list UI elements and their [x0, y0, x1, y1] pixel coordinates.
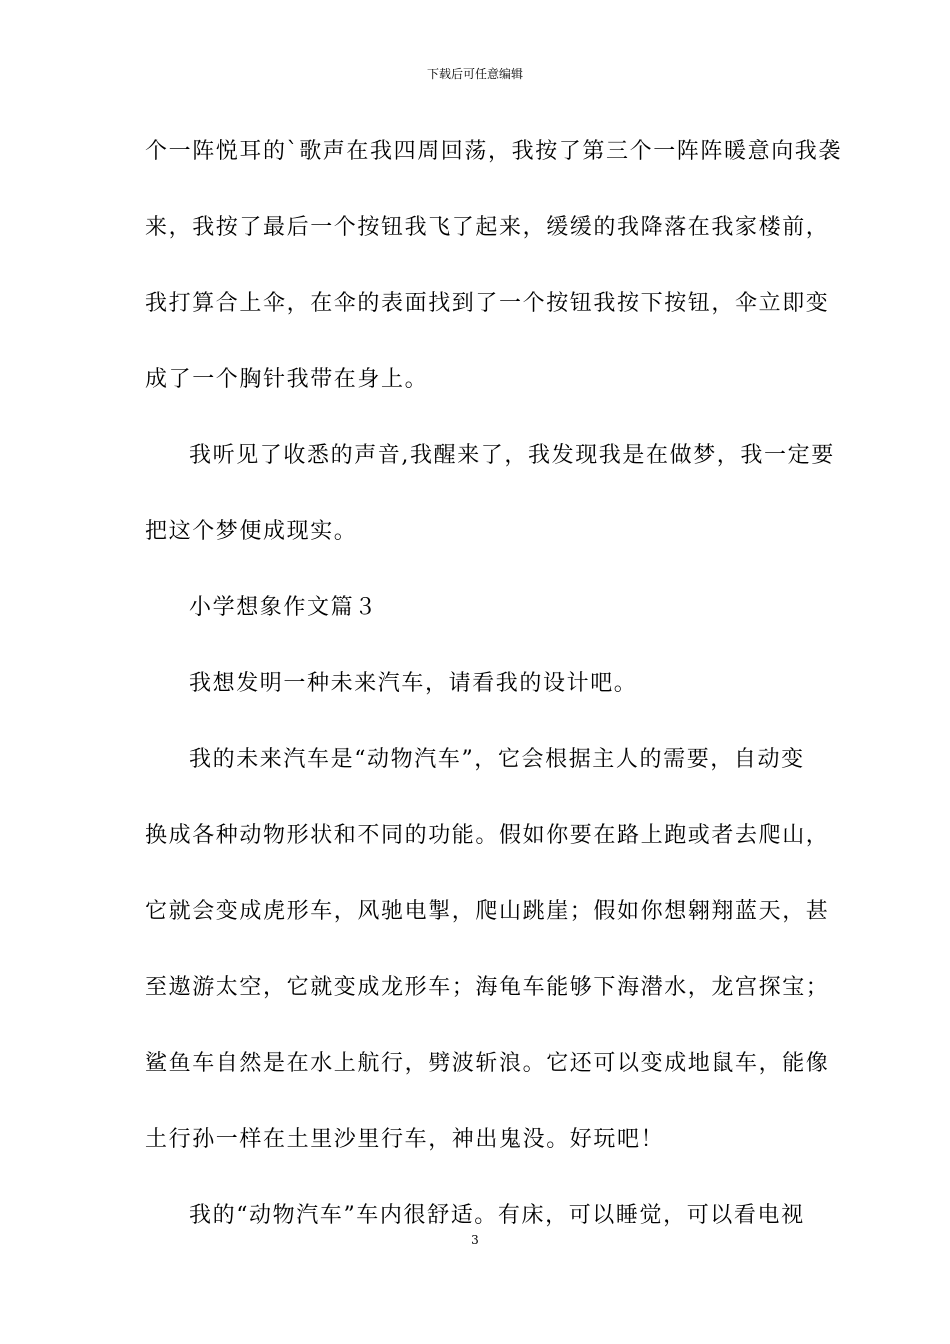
paragraph-line: 至遨游太空，它就变成龙形车；海龟车能够下海潜水，龙宫探宝； — [145, 975, 830, 1000]
paragraph-line: 把这个梦便成现实。 — [145, 519, 358, 544]
paragraph-line: 换成各种动物形状和不同的功能。假如你要在路上跑或者去爬山， — [145, 823, 830, 848]
paragraph-line: 我的“动物汽车”车内很舒适。有床，可以睡觉，可以看电视 — [189, 1203, 805, 1228]
document-body — [145, 133, 843, 1235]
paragraph-line: 我听见了收悉的声音,我醒来了，我发现我是在做梦，我一定要 — [189, 443, 835, 468]
section-heading: 小学想象作文篇３ — [189, 595, 378, 620]
paragraph-line: 个一阵悦耳的`歌声在我四周回荡，我按了第三个一阵阵暖意向我袭 — [145, 139, 843, 164]
paragraph-line: 土行孙一样在土里沙里行车，神出鬼没。好玩吧！ — [145, 1127, 665, 1152]
paragraph-line: 成了一个胸针我带在身上。 — [145, 367, 429, 392]
paragraph-line: 我想发明一种未来汽车，请看我的设计吧。 — [189, 671, 638, 696]
paragraph-line: 它就会变成虎形车，风驰电掣，爬山跳崖；假如你想翱翔蓝天，甚 — [145, 899, 830, 924]
paragraph-line: 鲨鱼车自然是在水上航行，劈波斩浪。它还可以变成地鼠车，能像 — [145, 1051, 830, 1076]
paragraph-line: 我打算合上伞，在伞的表面找到了一个按钮我按下按钮，伞立即变 — [145, 291, 830, 316]
paragraph-line: 来，我按了最后一个按钮我飞了起来，缓缓的我降落在我家楼前， — [145, 215, 830, 240]
page-header: 下载后可任意编辑 — [426, 67, 523, 81]
page-number: 3 — [471, 1233, 479, 1247]
paragraph-line: 我的未来汽车是“动物汽车”，它会根据主人的需要，自动变 — [189, 747, 805, 772]
